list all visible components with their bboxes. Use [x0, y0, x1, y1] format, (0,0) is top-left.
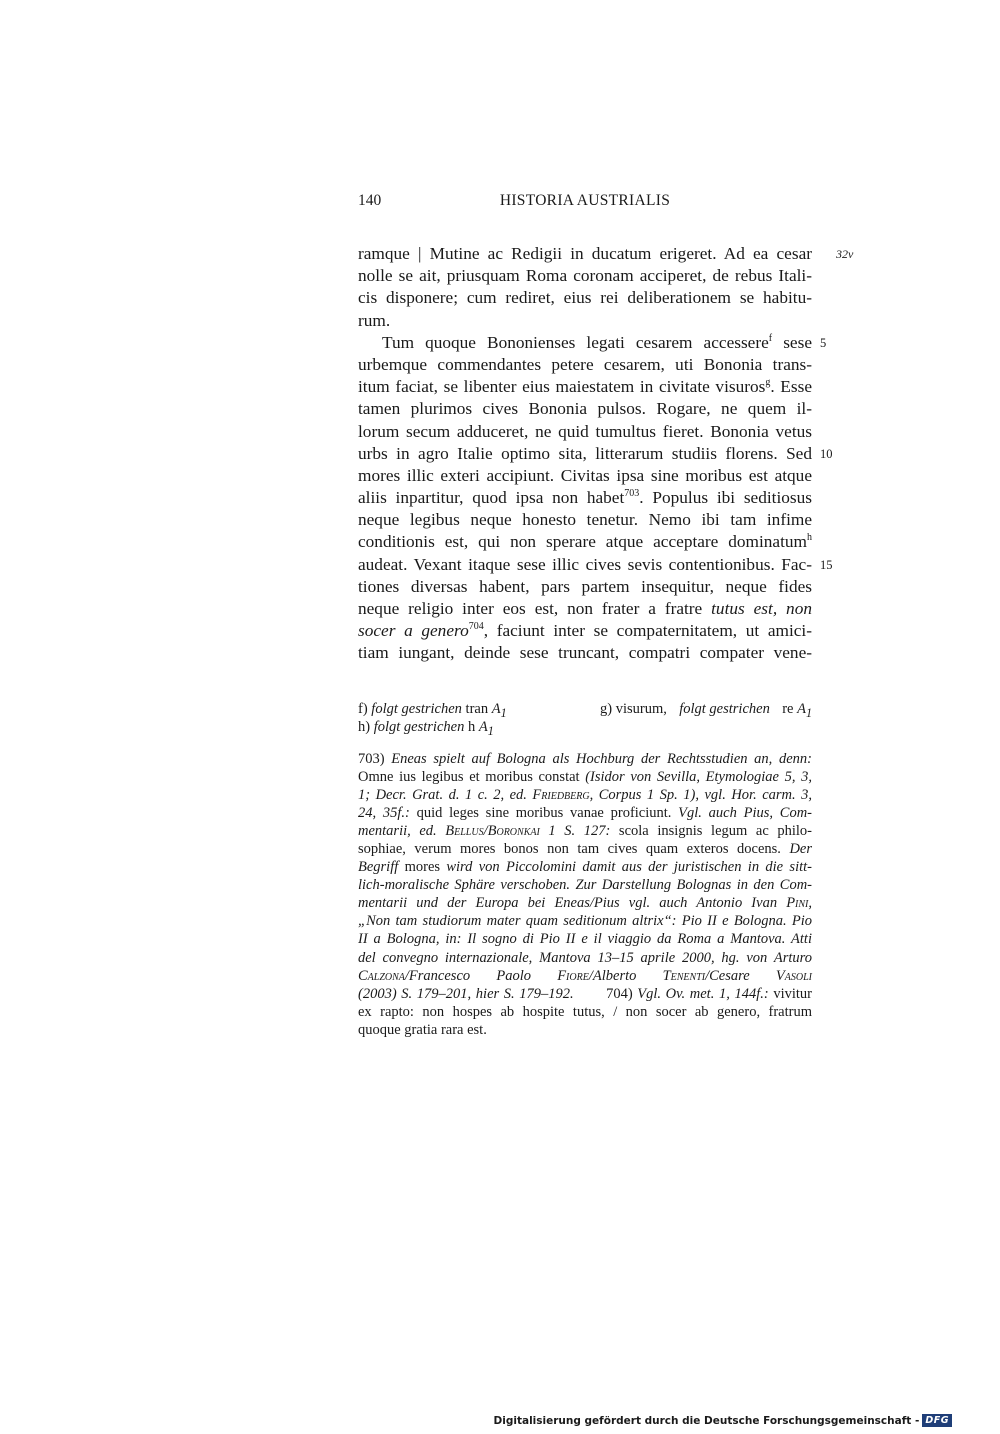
footnote-line: mentarii und der Europa bei Eneas/Pius vgl. auch Antonio Ivan Pini, [358, 895, 812, 912]
text-line: audeat. Vexant itaque sese illic cives sevis contentionibus. Fac- 15 [358, 554, 812, 576]
text-line: tamen plurimos cives Bononia pulsos. Rogare, ne quem il- [358, 399, 812, 419]
footnote-line: 703) Eneas spielt auf Bologna als Hochburg der Rechtsstudien an, denn: [358, 751, 812, 767]
credit-text: Digitalisierung gefördert durch die Deutsche Forschungsgemeinschaft - [493, 1414, 920, 1427]
footnote-line: sophiae, verum mores bonos non tam cives quam exteros docens. Der [358, 841, 812, 858]
apparatus-ref: g [765, 377, 771, 389]
footnote-line: 1; Decr. Grat. d. 1 c. 2, ed. Friedberg, Corpus 1 Sp. 1), vgl. Hor. carm. 3, [358, 787, 812, 804]
footnote-line: „Non tam studiorum mater quam seditionum altrix“: Pio II e Bologna. Pio [358, 913, 812, 930]
text-line: tiones diversas habent, pars partem insequitur, neque fides [358, 576, 812, 596]
footnote-line: II a Bologna, in: Il sogno di Pio II e il viaggio da Roma a Mantova. Atti [358, 931, 812, 948]
apparatus-note-h: h) folgt gestrichen h $A_1$ [358, 719, 494, 738]
footnote-line: ex rapto: non hospes ab hospite tutus, / non socer ab genero, fratrum [358, 1003, 812, 1020]
text-line: lorum secum adduceret, ne quid tumultus fieret. Bononia vetus [358, 421, 812, 441]
text-line: rum. [358, 310, 391, 330]
footnote-line: Calzona/Francesco Paolo Fiore/Alberto Tenenti/Cesare Vasoli [358, 967, 812, 984]
text-line: cis disponere; cum rediret, eius rei deliberationem se habitu- [358, 288, 812, 308]
running-title: HISTORIA AUSTRIALIS [499, 192, 671, 209]
critical-apparatus [358, 700, 812, 736]
text-line: aliis inpartitur, quod ipsa non habet$^{703}$. Populus ibi seditiosus [358, 488, 812, 508]
dfg-logo: DFG [922, 1414, 952, 1427]
folio-marker: 32v [836, 247, 854, 261]
page-number: 140 [358, 192, 382, 209]
apparatus-ref: h [807, 532, 812, 544]
text-line: neque legibus neque honesto tenetur. Nemo ibi tam infime [358, 510, 812, 530]
footnote-line: 24, 35f.: quid leges sine moribus vanae proficiunt. Vgl. auch Pius, Com- [358, 805, 812, 822]
text-line: nolle se ait, priusquam Roma coronam acciperet, de rebus Itali- [358, 266, 812, 286]
text-line: tiam iungant, deinde sese truncant, compatri compater vene- [358, 643, 812, 663]
line-number: 15 [820, 557, 833, 572]
footnote-line: Omne ius legibus et moribus constat (Isidor von Sevilla, Etymologiae 5, 3, [358, 769, 812, 786]
line-number: 5 [820, 335, 827, 350]
footnotes [358, 750, 812, 1039]
text-line: mores illic exteri accipiunt. Civitas ipsa sine moribus est atque [358, 465, 812, 485]
text-line: socer a genero$^{704}$, faciunt inter se compaternitatem, ut amici- [358, 621, 812, 641]
footnote-ref: 703 [624, 488, 640, 500]
text-line: conditionis est, qui non sperare atque acceptare dominatum$^h$ [358, 532, 812, 552]
apparatus-note-f: f) folgt gestrichen tran $A_1$ [358, 701, 507, 720]
text-line: urbs in agro Italie optimo sita, litterarum studiis florens. Sed 10 [358, 443, 812, 465]
apparatus-ref: f [768, 332, 773, 344]
footnote-line: quoque gratia rara est. [358, 1021, 487, 1038]
text-line: itum faciat, se libenter eius maiestatem in civitate visuros$^g$. Esse [358, 377, 812, 397]
apparatus-note-g: g) visurum, folgt gestrichen re $A_1$ [600, 701, 812, 720]
footnote-line: Begriff mores wird von Piccolomini damit aus der juristischen in die sitt- [358, 859, 812, 876]
text-line: Tum quoque Bononienses legati cesarem accessere$^f$ sese 5 [358, 332, 812, 354]
footnote-line: mentarii, ed. Bellus/Boronkai 1 S. 127: scola insignis legum ac philo- [358, 823, 812, 840]
main-text [358, 243, 854, 665]
footnote-line: (2003) S. 179–201, hier S. 179–192. 704) Vgl. Ov. met. 1, 144f.: vivitur [358, 985, 812, 1002]
line-number: 10 [820, 446, 833, 461]
footnote-line: lich-moralische Sphäre verschoben. Zur Darstellung Bolognas in den Com- [358, 877, 812, 894]
footnote-line: del convegno internazionale, Mantova 13–15 aprile 2000, hg. von Arturo [358, 949, 812, 966]
text-line: urbemque commendantes petere cesarem, uti Bononia trans- [358, 354, 812, 374]
footnote-ref: 704 [468, 621, 484, 633]
running-header [358, 192, 812, 216]
text-line: neque religio inter eos est, non frater a fratre tutus est, non [358, 599, 812, 618]
text-line: ramque | Mutine ac Redigii in ducatum erigeret. Ad ea cesar 32v [358, 243, 812, 265]
digitization-credit [494, 1414, 952, 1427]
